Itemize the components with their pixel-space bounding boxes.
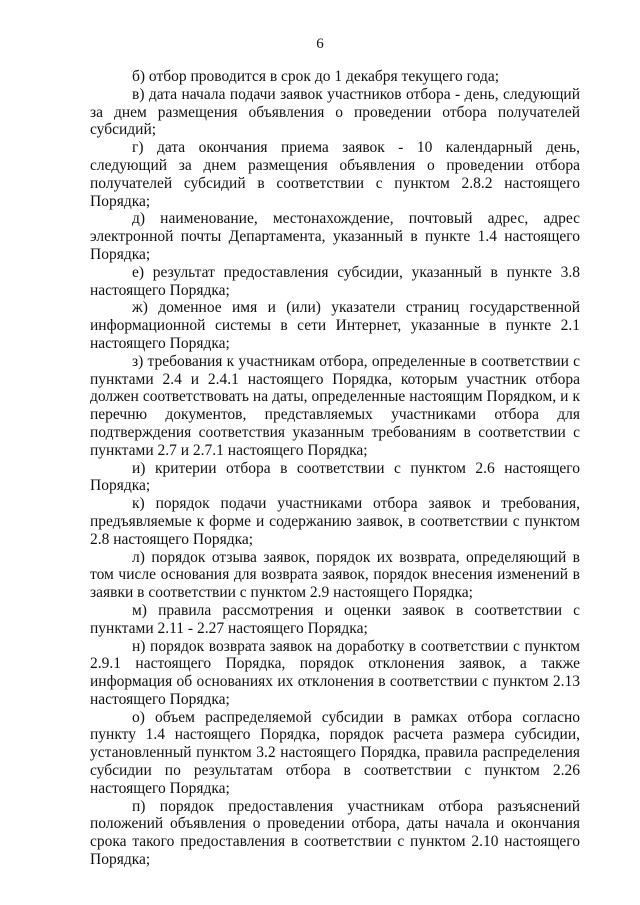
- paragraph-o: о) объем распределяемой субсидии в рамках отбора согласно пункту 1.4 настоящего Порядка, порядок расчета размера субсидии, установленный пунктом 3.2 настоящего Порядка, правила распределения субсидии по результатам отбора в соответствии с пунктом 2.26 настоящего Порядка;: [90, 708, 580, 797]
- paragraph-e: е) результат предоставления субсидии, указанный в пункте 3.8 настоящего Порядка;: [90, 263, 580, 299]
- page-number: 6: [316, 36, 324, 52]
- paragraph-i: и) критерии отбора в соответствии с пунктом 2.6 настоящего Порядка;: [90, 459, 580, 495]
- paragraph-z: з) требования к участникам отбора, определенные в соответствии с пунктами 2.4 и 2.4.1 настоящего Порядка, которым участник отбора должен соответствовать на даты, определенные настоящим Порядком, и к перечню документов, представляемых участниками отбора для подтверждения соответствия указанным требованиям в соответствии с пунктами 2.7 и 2.7.1 настоящего Порядка;: [90, 352, 580, 459]
- paragraph-v: в) дата начала подачи заявок участников отбора - день, следующий за днем размещения объявления о проведении отбора получателей субсидий;: [90, 85, 580, 139]
- paragraph-g: г) дата окончания приема заявок - 10 календарный день, следующий за днем размещения объявления о проведении отбора получателей субсидий в соответствии с пунктом 2.8.2 настоящего Порядка;: [90, 139, 580, 210]
- paragraph-b: б) отбор проводится в срок до 1 декабря текущего года;: [132, 68, 500, 85]
- paragraph-l: л) порядок отзыва заявок, порядок их возврата, определяющий в том числе основания для возврата заявок, порядок внесения изменений в заявки в соответствии с пунктом 2.9 настоящего Порядка;: [90, 548, 580, 602]
- document-body: [90, 68, 580, 869]
- paragraph-p: п) порядок предоставления участникам отбора разъяснений положений объявления о проведении отбора, даты начала и окончания срока такого предоставления в соответствии с пунктом 2.10 настоящего Порядка;: [90, 797, 580, 869]
- paragraph-n: н) порядок возврата заявок на доработку в соответствии с пунктом 2.9.1 настоящего Порядка, порядок отклонения заявок, а также информация об основаниях их отклонения в соответствии с пунктом 2.13 настоящего Порядка;: [90, 637, 580, 708]
- paragraph-k: к) порядок подачи участниками отбора заявок и требования, предъявляемые к форме и содержанию заявок, в соответствии с пунктом 2.8 настоящего Порядка;: [90, 495, 580, 548]
- paragraph-d: д) наименование, местонахождение, почтовый адрес, адрес электронной почты Департамента, указанный в пункте 1.4 настоящего Порядка;: [90, 210, 580, 263]
- paragraph-m: м) правила рассмотрения и оценки заявок в соответствии с пунктами 2.11 - 2.27 настоящего Порядка;: [90, 601, 580, 637]
- paragraph-zh: ж) доменное имя и (или) указатели страниц государственной информационной системы в сети Интернет, указанные в пункте 2.1 настоящего Порядка;: [90, 299, 580, 352]
